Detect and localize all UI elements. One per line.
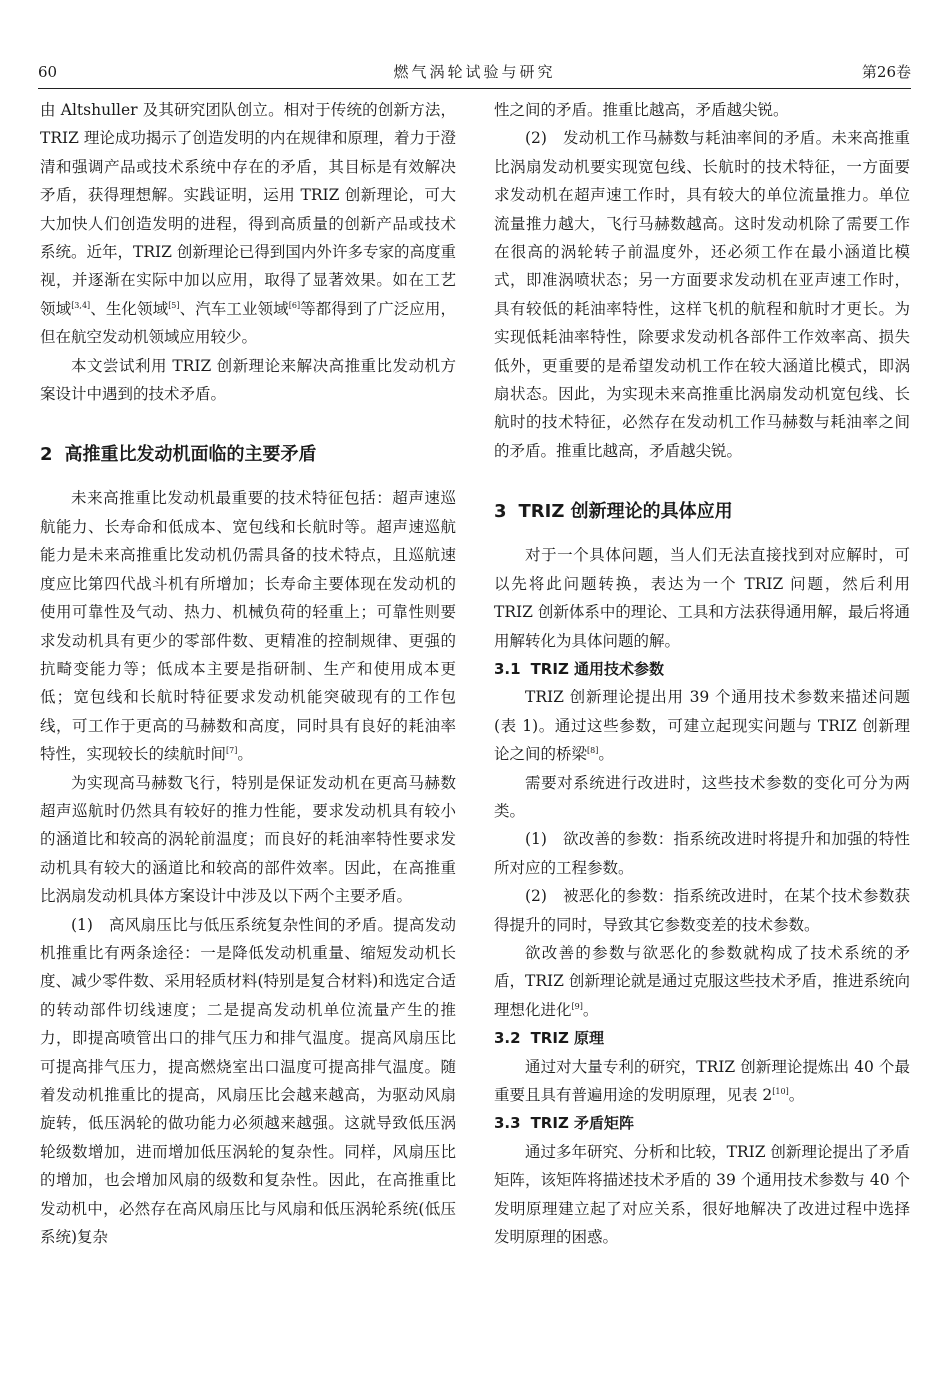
paragraph: TRIZ 创新理论提出用 39 个通用技术参数来描述问题(表 1)。通过这些参数，可建立起现实问题与 TRIZ 创新理论之间的桥梁[8]。	[494, 688, 910, 764]
section-heading: 2 高推重比发动机面临的主要矛盾	[40, 444, 317, 466]
citation: [9]	[571, 1001, 583, 1011]
paragraph: 为实现高马赫数飞行，特别是保证发动机在更高马赫数超声巡航时仍然具有较好的推力性能，要求发动机具有较小的涵道比和较高的涡轮前温度；而良好的耗油率特性要求发动机具有较大的涵道比和较高的部件效率。因此，在高推重比涡扇发动机具体方案设计中涉及以下两个主要矛盾。	[40, 773, 456, 906]
paragraph: (1) 欲改善的参数：指系统改进时将提升和加强的特性所对应的工程参数。	[494, 830, 910, 877]
paragraph: (2) 发动机工作马赫数与耗油率间的矛盾。未来高推重比涡扇发动机要实现宽包线、长航时的技术特征，一方面要求发动机在超声速工作时，具有较大的单位流量推力。单位流量推力越大，飞行马赫数越高。这时发动机除了需要工作在很高的涡轮转子前温度外，还必须工作在最小涵道比模式，即准涡喷状态；另一方面要求发动机在亚声速工作时，具有较低的耗油率特性，这样飞机的航程和航时才更长。为实现低耗油率特性，除要求发动机各部件工作效率高、损失低外，更重要的是希望发动机工作在较大涵道比模式，即涡扇状态。因此，为实现未来高推重比涡扇发动机宽包线、长航时的技术特征，必然存在发动机工作马赫数与耗油率之间的矛盾。推重比越高，矛盾越尖锐。	[494, 129, 910, 460]
section-heading: 3 TRIZ 创新理论的具体应用	[494, 501, 733, 523]
citation: [3,4]	[71, 300, 91, 310]
left-column	[40, 96, 456, 1251]
page-header	[38, 62, 911, 88]
subsection-heading: 3.3 TRIZ 矛盾矩阵	[494, 1114, 635, 1133]
header-rule	[38, 88, 911, 90]
right-column	[494, 96, 910, 1251]
citation: [5]	[168, 300, 180, 310]
citation: [6]	[288, 300, 301, 310]
journal-title: 燃气涡轮试验与研究	[393, 63, 556, 81]
subsection-heading: 3.1 TRIZ 通用技术参数	[494, 659, 665, 678]
paragraph: 通过多年研究、分析和比较，TRIZ 创新理论提出了矛盾矩阵，该矩阵将描述技术矛盾的 39 个通用技术参数与 40 个发明原理建立起了对应关系，很好地解决了改进过程中选择发明原理的困惑。	[494, 1142, 910, 1247]
volume-label: 第26卷	[861, 63, 911, 81]
citation: [8]	[587, 746, 599, 756]
citation: [7]	[226, 746, 238, 756]
paragraph: 由 Altshuller 及其研究团队创立。相对于传统的创新方法，TRIZ 理论成功揭示了创造发明的内在规律和原理，着力于澄清和强调产品或技术系统中存在的矛盾，其目标是有效解决矛盾，获得理想解。实践证明，运用 TRIZ 创新理论，可大大加快人们创造发明的进程，得到高质量的创新产品或技术系统。近年，TRIZ 创新理论已得到国内外许多专家的高度重视，并逐渐在实际中加以应用，取得了显著效果。如在工艺领域[3,4]、生化领域[5]、汽车工业领域[6]等都得到了广泛应用，但在航空发动机领域应用较少。	[40, 101, 456, 347]
paragraph: 未来高推重比发动机最重要的技术特征包括：超声速巡航能力、长寿命和低成本、宽包线和长航时等。超声速巡航能力是未来高推重比发动机仍需具备的技术特点，且巡航速度应比第四代战斗机有所增加；长寿命主要体现在发动机的使用可靠性及气动、热力、机械负荷的轻重上；可靠性则要求发动机具有更少的零部件数、更精准的控制规律、更强的抗畸变能力等；低成本主要是指研制、生产和使用成本更低；宽包线和长航时特征要求发动机能突破现有的工作包线，可工作于更高的马赫数和高度，同时具有良好的耗油率特性，实现较长的续航时间[7]。	[40, 489, 456, 764]
paragraph: 对于一个具体问题，当人们无法直接找到对应解时，可以先将此问题转换，表达为一个 TRIZ 问题，然后利用 TRIZ 创新体系中的理论、工具和方法获得通用解，最后将通用解转化为具体问题的解。	[494, 546, 910, 650]
paragraph: 本文尝试利用 TRIZ 创新理论来解决高推重比发动机方案设计中遇到的技术矛盾。	[40, 356, 456, 404]
paragraph: 性之间的矛盾。推重比越高，矛盾越尖锐。	[494, 101, 789, 119]
citation: [10]	[772, 1087, 789, 1096]
paragraph: 需要对系统进行改进时，这些技术参数的变化可分为两类。	[494, 773, 910, 820]
paragraph: 欲改善的参数与欲恶化的参数就构成了技术系统的矛盾，TRIZ 创新理论就是通过克服这些技术矛盾，推进系统向理想化进化[9]。	[494, 943, 910, 1019]
paragraph: (1) 高风扇压比与低压系统复杂性间的矛盾。提高发动机推重比有两条途径：一是降低发动机重量、缩短发动机长度、减少零件数、采用轻质材料(特别是复合材料)和选定合适的转动部件切线速度；二是提高发动机单位流量产生的推力，即提高喷管出口的排气压力和排气温度。提高风扇压比可提高排气压力，提高燃烧室出口温度可提高排气温度。随着发动机推重比的提高，风扇压比会越来越高，为驱动风扇旋转，低压涡轮的做功能力必须越来越强。这就导致低压涡轮级数增加，进而增加低压涡轮的复杂性。同样，风扇压比的增加，也会增加风扇的级数和复杂性。因此，在高推重比发动机中，必然存在高风扇压比与风扇和低压涡轮系统(低压系统)复杂	[40, 915, 456, 1247]
subsection-heading: 3.2 TRIZ 原理	[494, 1029, 605, 1048]
paragraph: (2) 被恶化的参数：指系统改进时，在某个技术参数获得提升的同时，导致其它参数变差的技术参数。	[494, 887, 910, 934]
page-number: 60	[38, 63, 58, 81]
paragraph: 通过对大量专利的研究，TRIZ 创新理论提炼出 40 个最重要且具有普遍用途的发明原理，见表 2[10]。	[494, 1057, 910, 1104]
